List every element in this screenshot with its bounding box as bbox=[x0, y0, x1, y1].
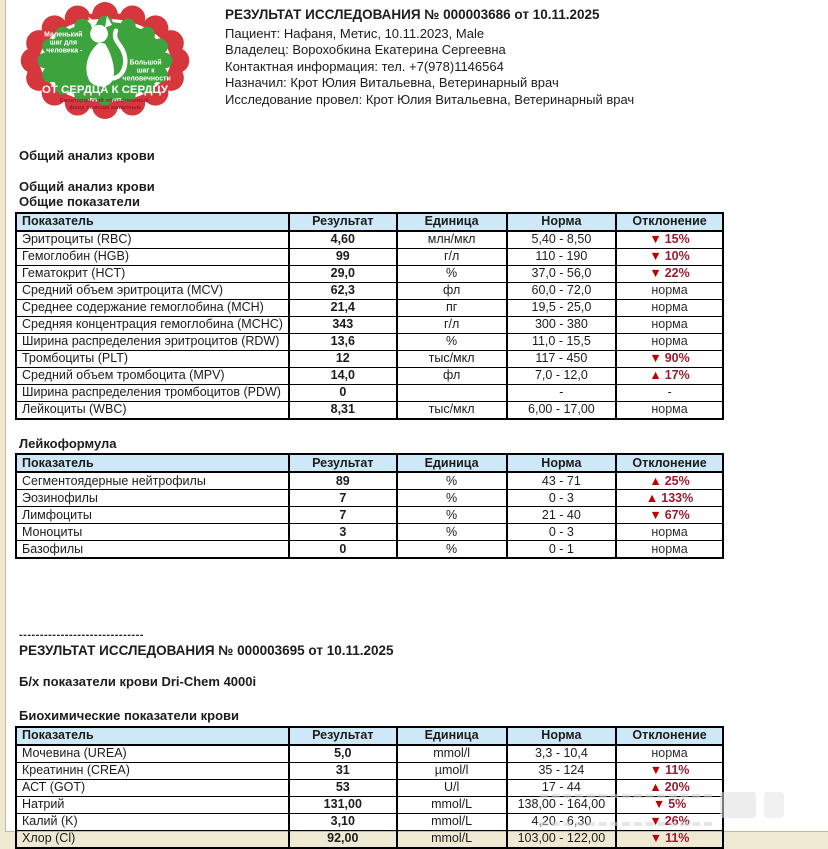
result-value: 31 bbox=[289, 762, 397, 779]
deviation-text: норма bbox=[651, 334, 688, 348]
norm-range: 60,0 - 72,0 bbox=[507, 282, 616, 299]
arrow-up-icon: ▲ bbox=[649, 780, 662, 794]
result-value: 14,0 bbox=[289, 367, 397, 384]
deviation-text: - bbox=[667, 385, 672, 399]
parameter-name: Мочевина (UREA) bbox=[16, 745, 289, 763]
deviation-text: норма bbox=[651, 283, 688, 297]
norm-range: 21 - 40 bbox=[507, 507, 616, 524]
owner-line: Владелец: Ворохобкина Екатерина Сергеевна bbox=[225, 42, 506, 57]
report-header bbox=[19, 3, 828, 122]
cbc-subheading-block bbox=[6, 179, 828, 210]
norm-range: 11,0 - 15,5 bbox=[507, 333, 616, 350]
column-header-3: Норма bbox=[507, 213, 616, 231]
deviation-cell bbox=[616, 384, 723, 401]
parameter-name: Средний объем эритроцита (MCV) bbox=[16, 282, 289, 299]
deviation-cell bbox=[616, 745, 723, 763]
table-row bbox=[16, 745, 723, 763]
result-value: 3 bbox=[289, 524, 397, 541]
parameter-name: Креатинин (CREA) bbox=[16, 762, 289, 779]
norm-range: 17 - 44 bbox=[507, 779, 616, 796]
arrow-down-icon: ▼ bbox=[652, 797, 666, 811]
unit-value: % bbox=[397, 333, 507, 350]
arrow-up-icon: ▲ bbox=[645, 490, 659, 505]
table-row bbox=[16, 541, 723, 559]
deviation-cell bbox=[616, 265, 723, 282]
deviation-cell bbox=[616, 813, 723, 830]
parameter-name: Среднее содержание гемоглобина (MCH) bbox=[16, 299, 289, 316]
norm-range: 7,0 - 12,0 bbox=[507, 367, 616, 384]
table-header-row bbox=[16, 727, 723, 745]
unit-value: тыс/мкл bbox=[397, 401, 507, 419]
parameter-name: Ширина распределения эритроцитов (RDW) bbox=[16, 333, 289, 350]
table-row bbox=[16, 762, 723, 779]
result-value: 99 bbox=[289, 248, 397, 265]
deviation-cell bbox=[616, 248, 723, 265]
table-row bbox=[16, 350, 723, 367]
arrow-down-icon: ▼ bbox=[649, 266, 662, 280]
table-header-row bbox=[16, 454, 723, 472]
deviation-text: 15% bbox=[664, 232, 690, 246]
charity-fund-logo bbox=[19, 3, 191, 122]
deviation-cell bbox=[616, 524, 723, 541]
deviation-text: 17% bbox=[664, 368, 690, 382]
parameter-name: Моноциты bbox=[16, 524, 289, 541]
table-row bbox=[16, 367, 723, 384]
deviation-cell bbox=[616, 490, 723, 507]
result-value: 3,10 bbox=[289, 813, 397, 830]
norm-range: 6,00 - 17,00 bbox=[507, 401, 616, 419]
result-value: 0 bbox=[289, 541, 397, 559]
parameter-name: Гемоглобин (HGB) bbox=[16, 248, 289, 265]
result-value: 53 bbox=[289, 779, 397, 796]
parameter-name: Средняя концентрация гемоглобина (MCHC) bbox=[16, 316, 289, 333]
deviation-cell bbox=[616, 507, 723, 524]
deviation-text: 11% bbox=[665, 763, 690, 777]
result-value: 7 bbox=[289, 507, 397, 524]
deviation-text: норма bbox=[651, 317, 688, 331]
prescriber-line: Назначил: Крот Юлия Витальевна, Ветеринарный врач bbox=[225, 75, 559, 90]
general-blood-table bbox=[15, 212, 724, 420]
parameter-name: Лейкоциты (WBC) bbox=[16, 401, 289, 419]
arrow-up-icon: ▲ bbox=[649, 473, 662, 488]
deviation-text: 10% bbox=[664, 249, 690, 263]
table-row bbox=[16, 813, 723, 830]
result-value: 343 bbox=[289, 316, 397, 333]
table-row bbox=[16, 490, 723, 507]
parameter-name: Хлор (Cl) bbox=[16, 830, 289, 848]
result-value: 5,0 bbox=[289, 745, 397, 763]
unit-value: тыс/мкл bbox=[397, 350, 507, 367]
arrow-down-icon: ▼ bbox=[649, 831, 663, 845]
deviation-cell bbox=[616, 350, 723, 367]
deviation-text: норма bbox=[651, 541, 688, 556]
norm-range: 19,5 - 25,0 bbox=[507, 299, 616, 316]
norm-range: 103,00 - 122,00 bbox=[507, 830, 616, 848]
arrow-down-icon: ▼ bbox=[649, 249, 662, 263]
result-value: 12 bbox=[289, 350, 397, 367]
deviation-cell bbox=[616, 401, 723, 419]
result-value: 21,4 bbox=[289, 299, 397, 316]
table-row bbox=[16, 401, 723, 419]
deviation-cell bbox=[616, 367, 723, 384]
deviation-cell bbox=[616, 541, 723, 559]
table-row bbox=[16, 282, 723, 299]
arrow-down-icon: ▼ bbox=[649, 763, 663, 777]
result-value: 92,00 bbox=[289, 830, 397, 848]
unit-value: г/л bbox=[397, 248, 507, 265]
result-value: 7 bbox=[289, 490, 397, 507]
deviation-text: 11% bbox=[665, 831, 690, 845]
biochem-device-line: Б/х показатели крови Dri-Chem 4000i bbox=[19, 674, 257, 689]
arrow-down-icon: ▼ bbox=[649, 232, 662, 246]
result-value: 13,6 bbox=[289, 333, 397, 350]
deviation-text: 26% bbox=[664, 814, 690, 828]
cbc-group-title: Общие показатели bbox=[19, 194, 140, 209]
parameter-name: Калий (K) bbox=[16, 813, 289, 830]
parameter-name: Лимфоциты bbox=[16, 507, 289, 524]
norm-range: 0 - 1 bbox=[507, 541, 616, 559]
unit-value: фл bbox=[397, 282, 507, 299]
unit-value: % bbox=[397, 490, 507, 507]
norm-range: 37,0 - 56,0 bbox=[507, 265, 616, 282]
unit-value: U/l bbox=[397, 779, 507, 796]
norm-range: 0 - 3 bbox=[507, 524, 616, 541]
unit-value: µmol/l bbox=[397, 762, 507, 779]
cbc-heading: Общий анализ крови bbox=[19, 148, 155, 163]
report-page bbox=[5, 0, 828, 845]
arrow-up-icon: ▲ bbox=[649, 368, 662, 382]
norm-range: 0 - 3 bbox=[507, 490, 616, 507]
table-row bbox=[16, 384, 723, 401]
parameter-name: Базофилы bbox=[16, 541, 289, 559]
table-row bbox=[16, 299, 723, 316]
deviation-text: 90% bbox=[664, 351, 690, 365]
table-header-row bbox=[16, 213, 723, 231]
deviation-text: 25% bbox=[664, 473, 690, 488]
deviation-cell bbox=[616, 333, 723, 350]
contact-line: Контактная информация: тел. +7(978)1146564 bbox=[225, 58, 504, 74]
deviation-text: норма bbox=[651, 524, 688, 539]
result-value: 8,31 bbox=[289, 401, 397, 419]
norm-range: 43 - 71 bbox=[507, 472, 616, 490]
result-value: 62,3 bbox=[289, 282, 397, 299]
logo-bottom-text: Евпаторийский общественный фонд помощи животным bbox=[59, 98, 149, 112]
norm-range: 4,20 - 6,30 bbox=[507, 813, 616, 830]
table-row bbox=[16, 333, 723, 350]
unit-value: mmol/L bbox=[397, 813, 507, 830]
parameter-name: АСТ (GOT) bbox=[16, 779, 289, 796]
deviation-text: 5% bbox=[668, 797, 687, 811]
cbc-subheading: Общий анализ крови bbox=[19, 178, 155, 194]
unit-value: mmol/l bbox=[397, 745, 507, 763]
column-header-1: Результат bbox=[289, 727, 397, 745]
table-row bbox=[16, 265, 723, 282]
logo-text-mid-right: Большой шаг к человечности bbox=[122, 59, 171, 83]
deviation-cell bbox=[616, 282, 723, 299]
column-header-0: Показатель bbox=[16, 727, 289, 745]
column-header-4: Отклонение bbox=[616, 454, 723, 472]
result-value: 29,0 bbox=[289, 265, 397, 282]
table-row bbox=[16, 472, 723, 490]
deviation-cell bbox=[616, 316, 723, 333]
deviation-cell bbox=[616, 472, 723, 490]
parameter-name: Гематокрит (HCT) bbox=[16, 265, 289, 282]
logo-main-text: ОТ СЕРДЦА К СЕРДЦУ bbox=[42, 84, 168, 97]
table-row bbox=[16, 507, 723, 524]
norm-range: 117 - 450 bbox=[507, 350, 616, 367]
deviation-cell bbox=[616, 830, 723, 848]
unit-value bbox=[397, 384, 507, 401]
parameter-name: Эозинофилы bbox=[16, 490, 289, 507]
unit-value: % bbox=[397, 507, 507, 524]
parameter-name: Эритроциты (RBC) bbox=[16, 231, 289, 249]
unit-value: % bbox=[397, 472, 507, 490]
table-row bbox=[16, 779, 723, 796]
unit-value: mmol/L bbox=[397, 796, 507, 813]
column-header-1: Результат bbox=[289, 454, 397, 472]
column-header-4: Отклонение bbox=[616, 727, 723, 745]
column-header-2: Единица bbox=[397, 727, 507, 745]
report1-title: РЕЗУЛЬТАТ ИССЛЕДОВАНИЯ № 000003686 от 10.11.2025 bbox=[225, 7, 600, 22]
biochemistry-table bbox=[15, 726, 724, 849]
norm-range: 110 - 190 bbox=[507, 248, 616, 265]
column-header-4: Отклонение bbox=[616, 213, 723, 231]
result-value: 131,00 bbox=[289, 796, 397, 813]
parameter-name: Сегментоядерные нейтрофилы bbox=[16, 472, 289, 490]
deviation-text: 133% bbox=[661, 490, 694, 505]
deviation-text: 67% bbox=[664, 507, 690, 522]
column-header-2: Единица bbox=[397, 213, 507, 231]
report2-title: РЕЗУЛЬТАТ ИССЛЕДОВАНИЯ № 000003695 от 10.11.2025 bbox=[19, 643, 394, 658]
column-header-2: Единица bbox=[397, 454, 507, 472]
table-row bbox=[16, 830, 723, 848]
deviation-cell bbox=[616, 796, 723, 813]
arrow-down-icon: ▼ bbox=[649, 814, 662, 828]
deviation-cell bbox=[616, 299, 723, 316]
column-header-3: Норма bbox=[507, 727, 616, 745]
leukogram-title: Лейкоформула bbox=[19, 435, 117, 451]
deviation-cell bbox=[616, 762, 723, 779]
deviation-cell bbox=[616, 231, 723, 249]
parameter-name: Натрий bbox=[16, 796, 289, 813]
result-value: 89 bbox=[289, 472, 397, 490]
performer-line: Исследование провел: Крот Юлия Витальевна, Ветеринарный врач bbox=[225, 91, 635, 107]
section-divider: ------------------------------ bbox=[19, 629, 144, 641]
parameter-name: Тромбоциты (PLT) bbox=[16, 350, 289, 367]
norm-range: - bbox=[507, 384, 616, 401]
unit-value: mmol/L bbox=[397, 830, 507, 848]
patient-line: Пациент: Нафаня, Метис, 10.11.2023, Male bbox=[225, 25, 485, 41]
parameter-name: Ширина распределения тромбоцитов (PDW) bbox=[16, 384, 289, 401]
parameter-name: Средний объем тромбоцита (MPV) bbox=[16, 367, 289, 384]
column-header-1: Результат bbox=[289, 213, 397, 231]
table-row bbox=[16, 248, 723, 265]
arrow-down-icon: ▼ bbox=[649, 507, 662, 522]
deviation-text: норма bbox=[651, 300, 688, 314]
unit-value: млн/мкл bbox=[397, 231, 507, 249]
result-value: 4,60 bbox=[289, 231, 397, 249]
table-row bbox=[16, 524, 723, 541]
leukogram-table bbox=[15, 453, 724, 559]
unit-value: пг bbox=[397, 299, 507, 316]
deviation-cell bbox=[616, 779, 723, 796]
unit-value: фл bbox=[397, 367, 507, 384]
deviation-text: норма bbox=[651, 402, 688, 416]
patient-info-block bbox=[225, 3, 634, 122]
table-row bbox=[16, 231, 723, 249]
norm-range: 300 - 380 bbox=[507, 316, 616, 333]
norm-range: 35 - 124 bbox=[507, 762, 616, 779]
deviation-text: норма bbox=[651, 746, 688, 760]
biochem-heading: Биохимические показатели крови bbox=[19, 708, 239, 723]
unit-value: % bbox=[397, 524, 507, 541]
deviation-text: 22% bbox=[664, 266, 690, 280]
unit-value: % bbox=[397, 265, 507, 282]
deviation-text: 20% bbox=[664, 780, 690, 794]
column-header-0: Показатель bbox=[16, 454, 289, 472]
table-row bbox=[16, 796, 723, 813]
table-row bbox=[16, 316, 723, 333]
column-header-0: Показатель bbox=[16, 213, 289, 231]
norm-range: 138,00 - 164,00 bbox=[507, 796, 616, 813]
norm-range: 5,40 - 8,50 bbox=[507, 231, 616, 249]
unit-value: г/л bbox=[397, 316, 507, 333]
norm-range: 3,3 - 10,4 bbox=[507, 745, 616, 763]
column-header-3: Норма bbox=[507, 454, 616, 472]
logo-text-top-left: Маленький шаг для человека - bbox=[44, 31, 83, 55]
result-value: 0 bbox=[289, 384, 397, 401]
arrow-down-icon: ▼ bbox=[649, 351, 662, 365]
unit-value: % bbox=[397, 541, 507, 559]
